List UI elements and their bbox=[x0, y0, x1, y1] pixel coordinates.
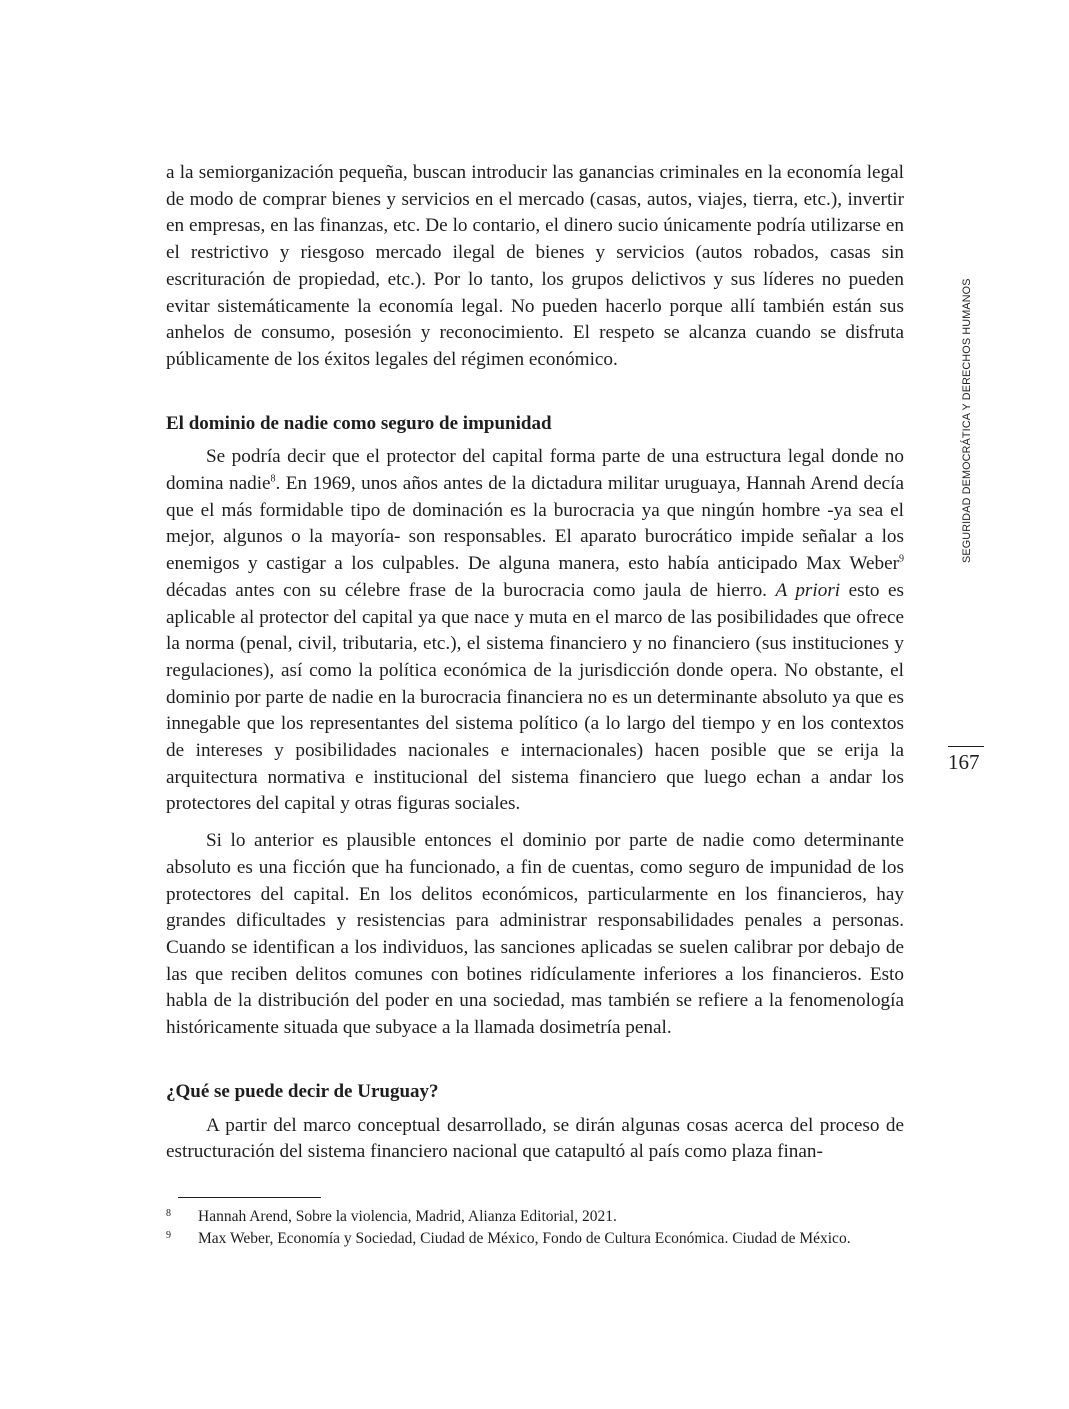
section-heading-dominio: El dominio de nadie como seguro de impunidad bbox=[166, 412, 552, 434]
footnote-ref-8[interactable]: 8 bbox=[270, 473, 276, 485]
footnote-number: 8 bbox=[166, 1208, 171, 1219]
footnote-9 bbox=[166, 1228, 926, 1250]
footnotes bbox=[166, 1206, 926, 1250]
page-number: 167 bbox=[948, 750, 980, 774]
body-text bbox=[166, 160, 904, 1166]
section-heading-uruguay: ¿Qué se puede decir de Uruguay? bbox=[166, 1080, 439, 1102]
footnote-text: Hannah Arend, Sobre la violencia, Madrid, Alianza Editorial, 2021. bbox=[198, 1208, 617, 1225]
paragraph-2-part-d: esto es aplicable al protector del capital ya que nace y muta en el marco de las posibilidades que ofrece la norma (penal, civil, tributaria, etc.), el sistema financiero y no financiero (sus instituciones y regulaciones), así como la política económica de la jurisdicción donde opera. No obstante, el dominio por parte de nadie en la burocracia financiera no es un determinante absoluto ya que es innegable que los representantes del sistema político (a lo largo del tiempo y en los contextos de intereses y posibilidades nacionales e internacionales) hacen posible que se erija la arquitectura normativa e institucional del sistema financiero que luego echan a andar los protectores del capital y otras figuras sociales. bbox=[166, 579, 904, 815]
paragraph-4: A partir del marco conceptual desarrollado, se dirán algunas cosas acerca del proceso de estructuración del sistema financiero nacional que catapultó al país como plaza finan- bbox=[166, 1114, 904, 1163]
running-head-text: SEGURIDAD DEMOCRÁTICA Y DERECHOS HUMANOS bbox=[961, 278, 973, 563]
paragraph-3: Si lo anterior es plausible entonces el dominio por parte de nadie como determinante absoluto es una ficción que ha funcionado, a fin de cuentas, como seguro de impunidad de los protectores del capital. En los delitos económicos, particularmente en los financieros, hay grandes dificultades y resistencias para administrar responsabilidades penales a personas. Cuando se identifican a los individuos, las sanciones aplicadas se suelen calibrar por debajo de las que reciben delitos comunes con botines ridículamente inferiores a los financieros. Esto habla de la distribución del poder en una sociedad, mas también se refiere a la fenomenología históricamente situada que subyace a la llamada dosimetría penal. bbox=[166, 830, 904, 1039]
footnote-text: Max Weber, Economía y Sociedad, Ciudad de México, Fondo de Cultura Económica. Ciudad de México. bbox=[198, 1230, 851, 1247]
footnote-number: 9 bbox=[166, 1230, 171, 1241]
paragraph-2-part-b: . En 1969, unos años antes de la dictadura militar uruguaya, Hannah Arend decía que el más formidable tipo de dominación es la burocracia ya que ningún hombre -ya sea el mejor, algunos o la mayoría- son responsables. El aparato burocrático impide señalar a los enemigos y castigar a los culpables. De alguna manera, esto había anticipado Max Weber bbox=[166, 473, 905, 575]
paragraph-2 bbox=[166, 444, 904, 818]
footnote-separator bbox=[178, 1197, 321, 1198]
footnote-ref-9[interactable]: 9 bbox=[899, 553, 904, 565]
page-number-rule bbox=[948, 746, 984, 747]
footnote-8 bbox=[166, 1206, 926, 1228]
paragraph-2-part-a: Se podría decir que el protector del capital forma parte de una estructura legal donde no domina nadie bbox=[166, 446, 904, 495]
italic-a-priori: A priori bbox=[775, 579, 841, 601]
paragraph-1: a la semiorganización pequeña, buscan introducir las ganancias criminales en la economía legal de modo de comprar bienes y servicios en el mercado (casas, autos, viajes, tierra, etc.), invertir en empresas, en las finanzas, etc. De lo contario, el dinero sucio únicamente podría utilizarse en el restrictivo y riesgoso mercado ilegal de bienes y servicios (autos robados, casas sin escrituración de propiedad, etc.). Por lo tanto, los grupos delictivos y sus líderes no pueden evitar sistemáticamente la economía legal. No pueden hacerlo porque allí también están sus anhelos de consumo, posesión y reconocimiento. El respeto se alcanza cuando se disfruta públicamente de los éxitos legales del régimen económico. bbox=[166, 162, 904, 370]
paragraph-2-part-c: décadas antes con su célebre frase de la burocracia como jaula de hierro. bbox=[166, 579, 776, 601]
running-head bbox=[949, 247, 973, 563]
